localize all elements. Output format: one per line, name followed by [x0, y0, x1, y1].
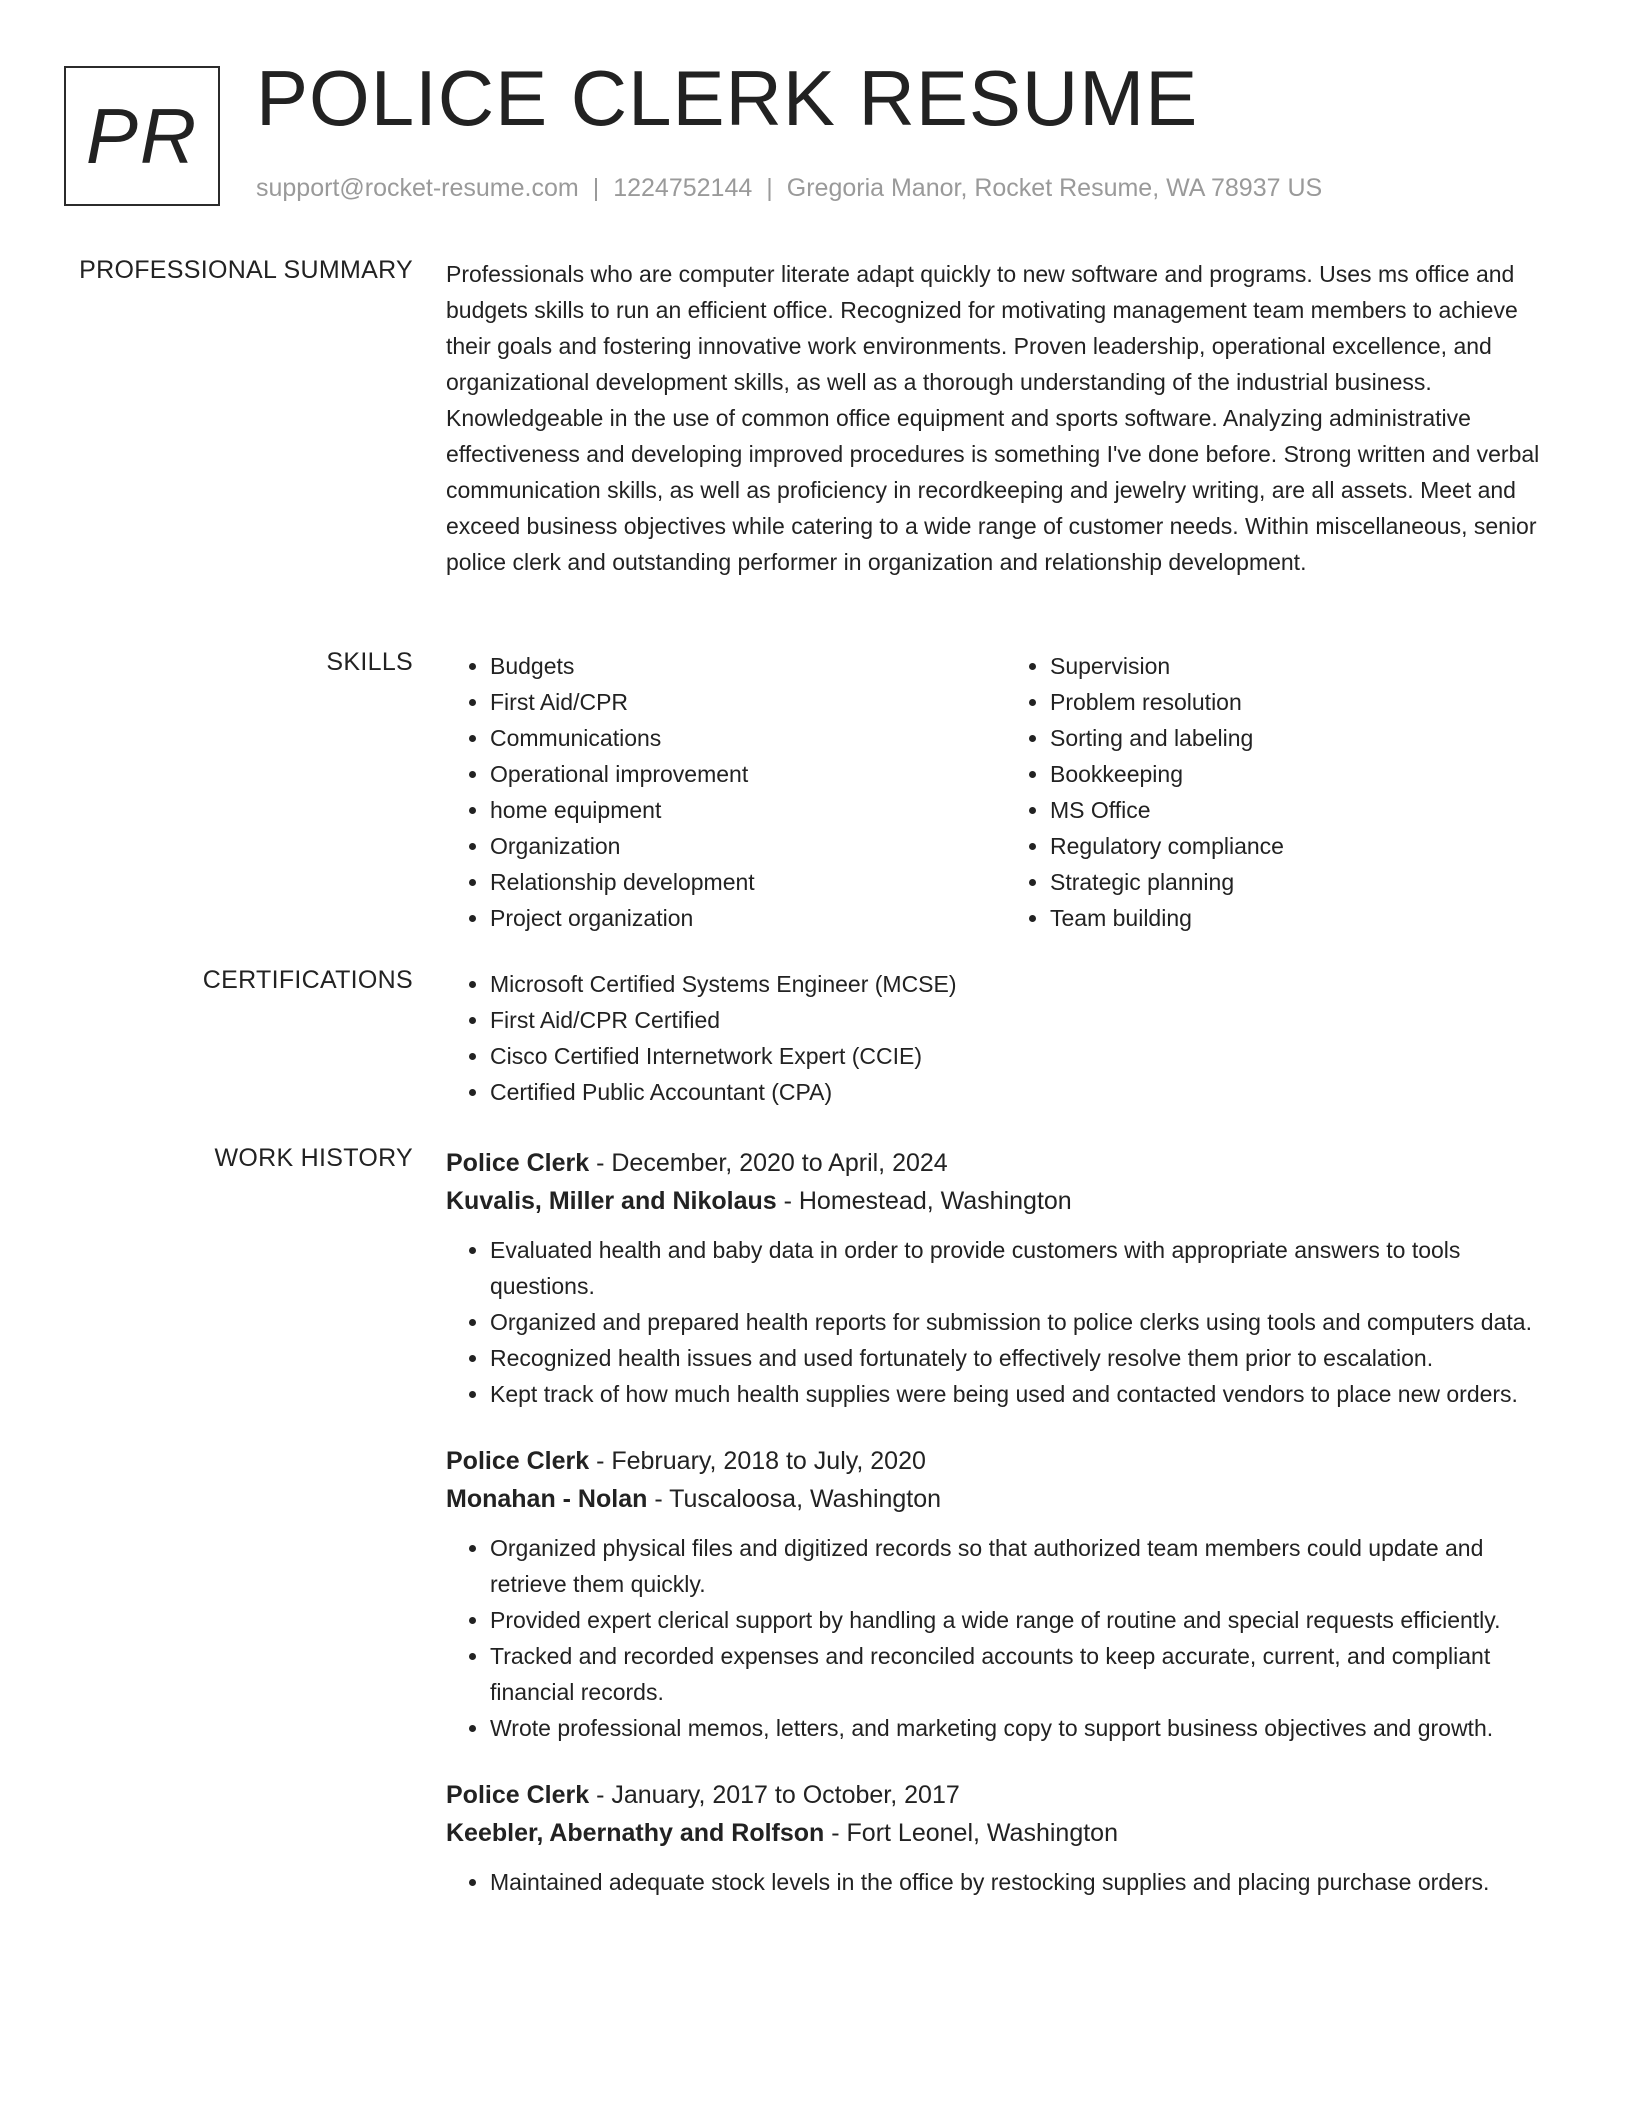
job-dates: - January, 2017 to October, 2017 [589, 1781, 960, 1809]
certification-item: • Cisco Certified Internetwork Expert (CCIE) [490, 1038, 1566, 1074]
job-bullet: • Wrote professional memos, letters, and marketing copy to support business objectives and growth. [490, 1710, 1566, 1746]
skill-item: • Organization [490, 828, 1006, 864]
job-bullet: • Kept track of how much health supplies were being used and contacted vendors to place new orders. [490, 1376, 1566, 1412]
certification-item: • Certified Public Accountant (CPA) [490, 1074, 1566, 1110]
contact-separator: | [766, 174, 773, 202]
contact-separator: | [592, 174, 600, 202]
job-dates: - December, 2020 to April, 2024 [589, 1149, 948, 1177]
work-history-label: WORK HISTORY [214, 1144, 413, 1172]
skills-list-right [1006, 648, 1566, 936]
work-history-content [446, 1144, 1566, 1930]
job-bullets [446, 1530, 1566, 1746]
job-company-line [446, 1814, 1566, 1852]
skill-item: • Sorting and labeling [1050, 720, 1566, 756]
skill-item: • Regulatory compliance [1050, 828, 1566, 864]
skills-label: SKILLS [326, 648, 413, 676]
contact-line [256, 174, 1322, 203]
skill-item: • Bookkeeping [1050, 756, 1566, 792]
skill-item: • Communications [490, 720, 1006, 756]
job-title-line [446, 1144, 1566, 1182]
summary-label: PROFESSIONAL SUMMARY [79, 256, 413, 284]
job-bullet: • Tracked and recorded expenses and reconciled accounts to keep accurate, current, and compliant financial records. [490, 1638, 1566, 1710]
summary-content [446, 256, 1566, 580]
contact-email: support@rocket-resume.com [256, 174, 579, 202]
certification-item: • First Aid/CPR Certified [490, 1002, 1566, 1038]
skill-item: • Operational improvement [490, 756, 1006, 792]
skill-item: • Problem resolution [1050, 684, 1566, 720]
job-entry [446, 1144, 1566, 1412]
skill-item: • MS Office [1050, 792, 1566, 828]
certifications-list [446, 966, 1566, 1110]
skills-content [446, 648, 1566, 936]
certifications-content [446, 966, 1566, 1110]
job-bullets [446, 1232, 1566, 1412]
job-company-line [446, 1480, 1566, 1518]
job-bullet: • Organized physical files and digitized records so that authorized team members could update and retrieve them quickly. [490, 1530, 1566, 1602]
contact-phone: 1224752144 [613, 174, 753, 202]
monogram-initials: PR [85, 91, 199, 180]
summary-text: Professionals who are computer literate adapt quickly to new software and programs. Uses ms office and budgets skills to run an efficient office. Recognized for motivating management team members to achieve their goals and fostering innovative work environments. Proven leadership, operational excellence, and organizational development skills, as well as a thorough understanding of the industrial business. Knowledgeable in the use of common office equipment and sports software. Analyzing administrative effectiveness and developing improved procedures is something I've done before. Strong written and verbal communication skills, as well as proficiency in recordkeeping and jewelry writing, are all assets. Meet and exceed business objectives while catering to a wide range of customer needs. Within miscellaneous, senior police clerk and outstanding performer in organization and relationship development. [446, 261, 1540, 575]
job-title: Police Clerk [446, 1447, 590, 1475]
skill-item: • First Aid/CPR [490, 684, 1006, 720]
skills-list-left [446, 648, 1006, 936]
resume-title: POLICE CLERK RESUME [256, 54, 1199, 142]
skill-item: • Relationship development [490, 864, 1006, 900]
job-location: - Homestead, Washington [776, 1187, 1072, 1215]
job-location: - Tuscaloosa, Washington [647, 1485, 942, 1513]
job-company-line [446, 1182, 1566, 1220]
job-title: Police Clerk [446, 1149, 590, 1177]
job-company: Keebler, Abernathy and Rolfson [446, 1819, 825, 1847]
job-bullets [446, 1864, 1566, 1900]
job-entry [446, 1776, 1566, 1900]
job-location: - Fort Leonel, Washington [824, 1819, 1118, 1847]
skill-item: • Team building [1050, 900, 1566, 936]
skill-item: • Strategic planning [1050, 864, 1566, 900]
job-title: Police Clerk [446, 1781, 590, 1809]
skill-item: • home equipment [490, 792, 1006, 828]
job-bullet: • Maintained adequate stock levels in the office by restocking supplies and placing purchase orders. [490, 1864, 1566, 1900]
job-bullet: • Recognized health issues and used fortunately to effectively resolve them prior to escalation. [490, 1340, 1566, 1376]
job-title-line [446, 1776, 1566, 1814]
job-bullet: • Evaluated health and baby data in order to provide customers with appropriate answers to tools questions. [490, 1232, 1566, 1304]
job-dates: - February, 2018 to July, 2020 [589, 1447, 926, 1475]
monogram-badge [64, 66, 220, 206]
job-company: Kuvalis, Miller and Nikolaus [446, 1187, 777, 1215]
skill-item: • Supervision [1050, 648, 1566, 684]
contact-address: Gregoria Manor, Rocket Resume, WA 78937 US [786, 174, 1323, 202]
job-bullet: • Organized and prepared health reports for submission to police clerks using tools and computers data. [490, 1304, 1566, 1340]
certification-item: • Microsoft Certified Systems Engineer (MCSE) [490, 966, 1566, 1002]
certifications-label: CERTIFICATIONS [202, 966, 413, 994]
job-company: Monahan - Nolan [446, 1485, 648, 1513]
job-bullet: • Provided expert clerical support by handling a wide range of routine and special requests efficiently. [490, 1602, 1566, 1638]
skill-item: • Budgets [490, 648, 1006, 684]
job-entry [446, 1442, 1566, 1746]
skill-item: • Project organization [490, 900, 1006, 936]
job-title-line [446, 1442, 1566, 1480]
